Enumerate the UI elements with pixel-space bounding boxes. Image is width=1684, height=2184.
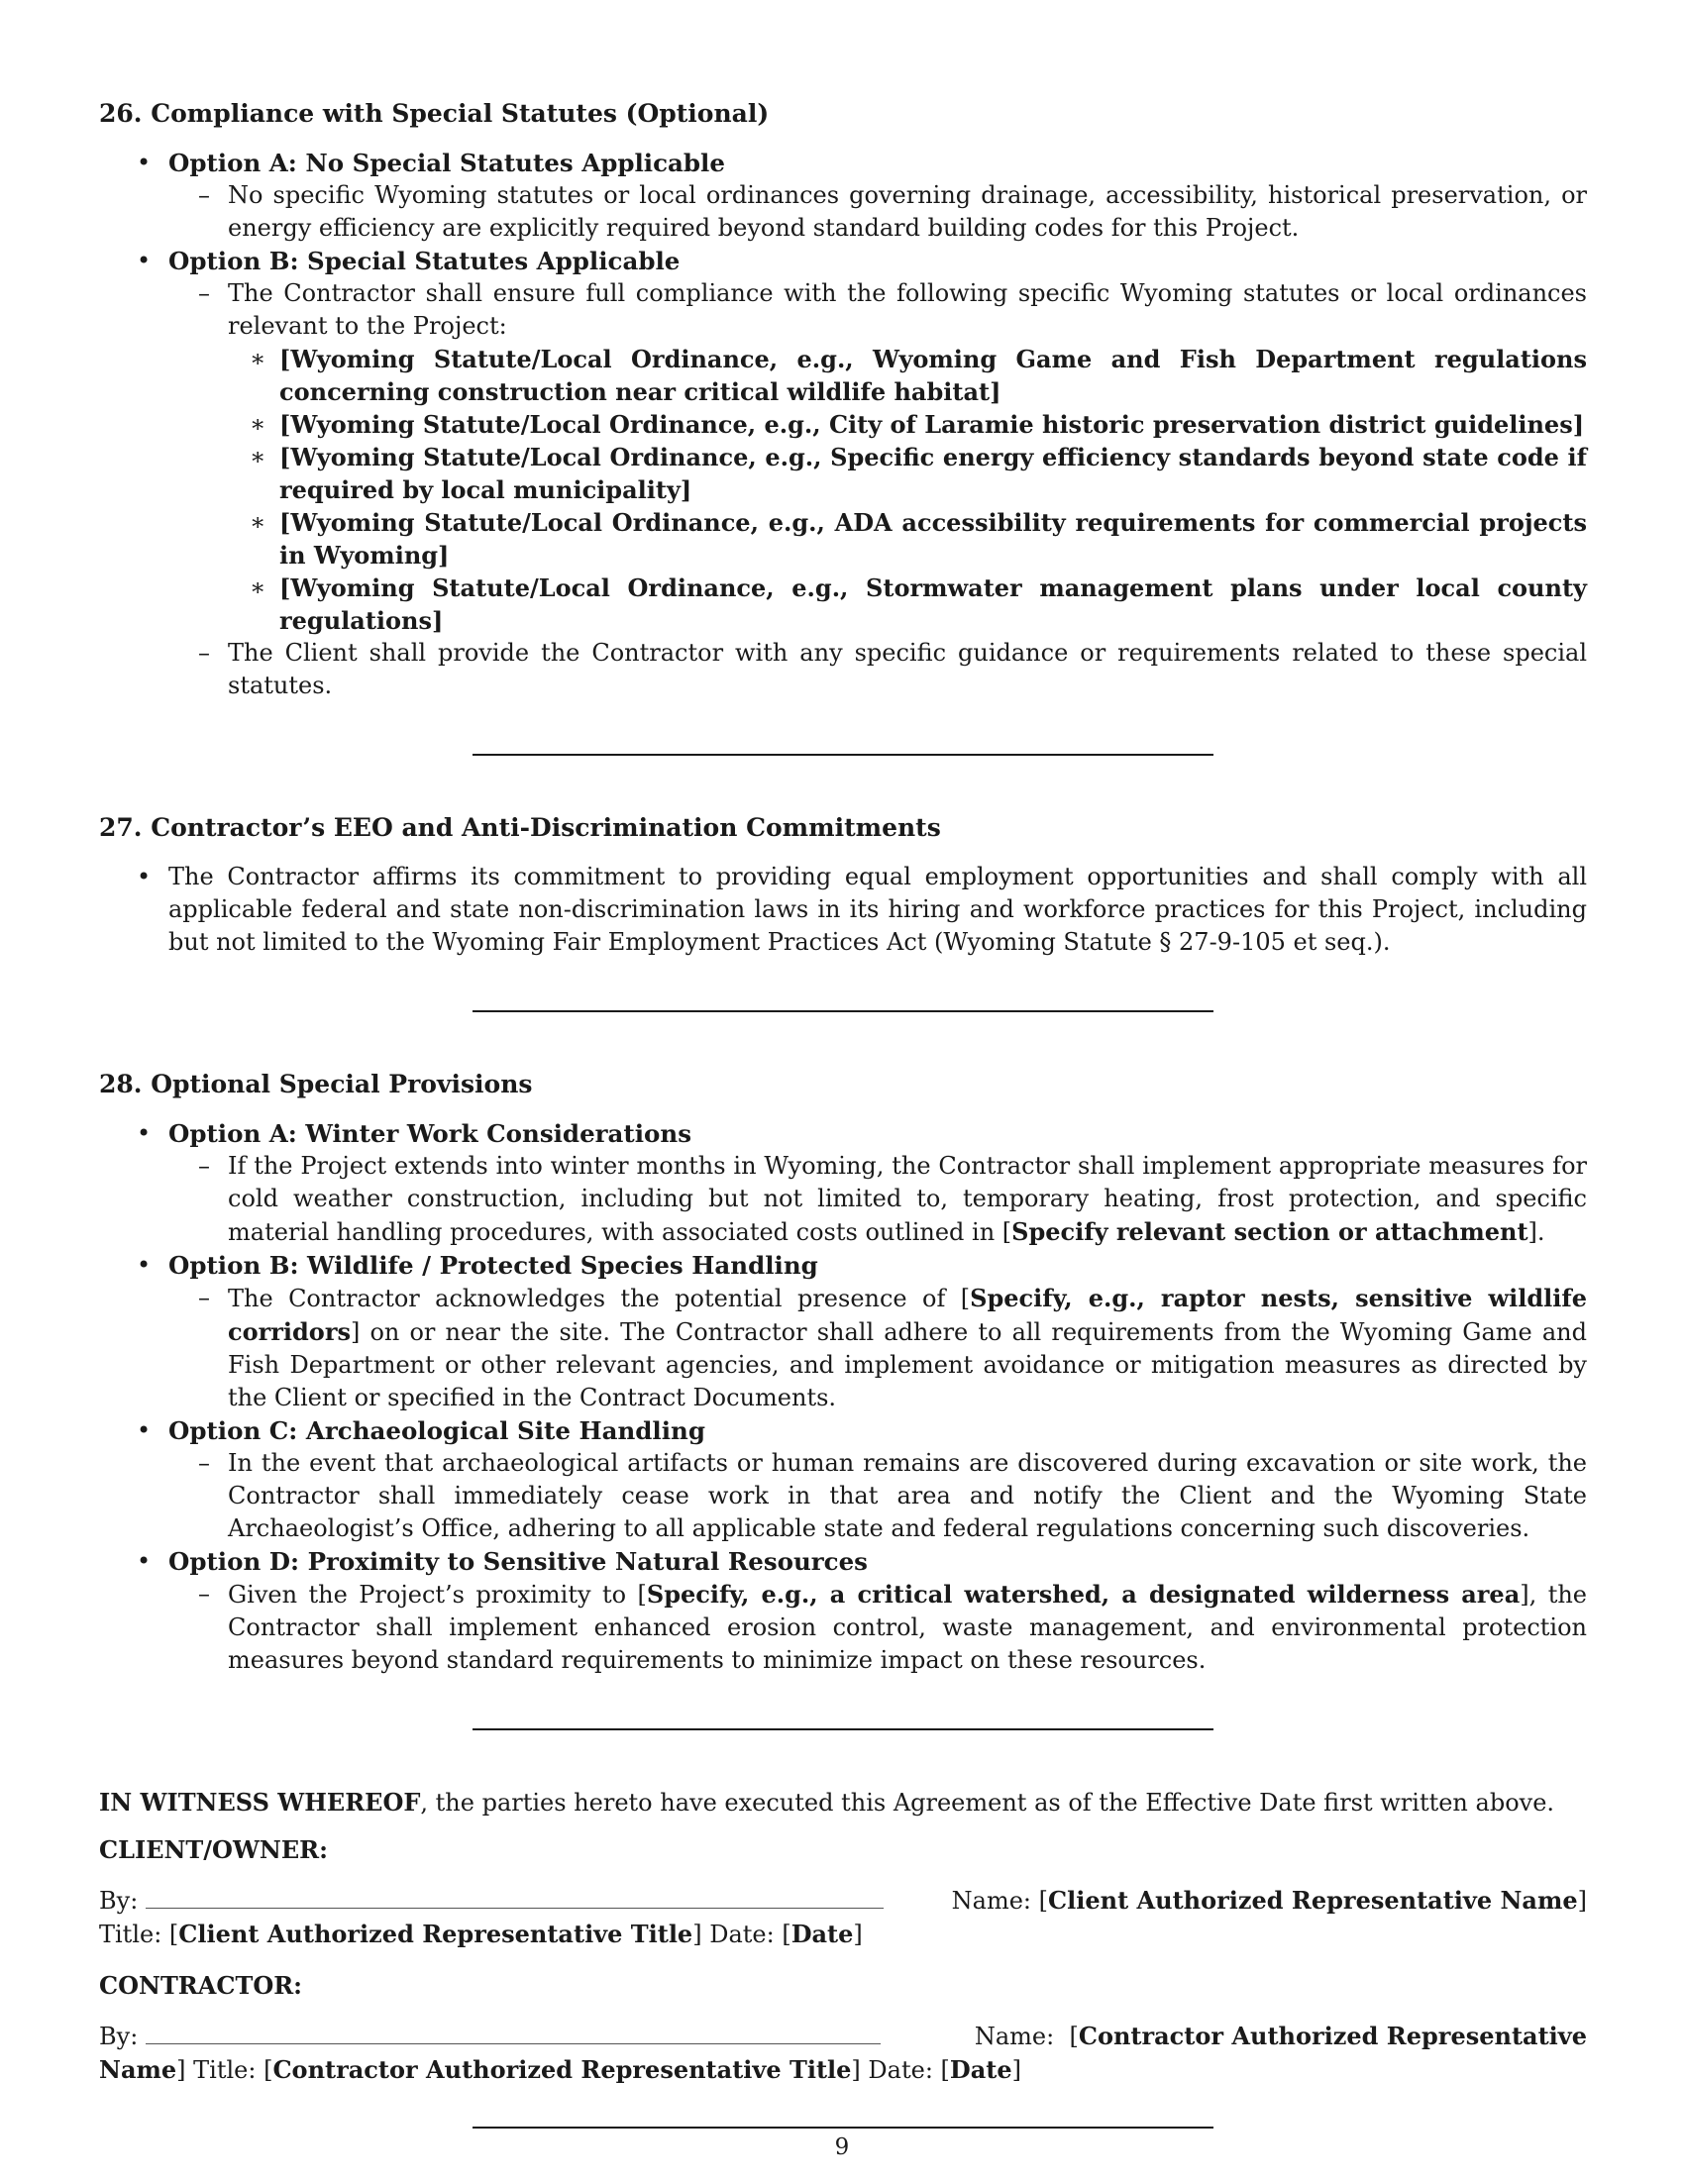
section-divider	[473, 2127, 1213, 2129]
s28-option-a-placeholder: Specify relevant section or attachment	[1011, 1217, 1528, 1246]
s26-option-b-intro	[168, 277, 1587, 637]
contractor-date-value: Date	[949, 2055, 1012, 2084]
s28-option-d-label: • Option D: Proximity to Sensitive Natural Resources	[168, 1547, 868, 1576]
client-date-value: Date	[790, 1920, 854, 1948]
witness-lead: IN WITNESS WHEREOF	[99, 1788, 421, 1817]
statute-item: ∗ [Wyoming Statute/Local Ordinance, e.g., Specific energy efficiency standards beyond state code if required by local municipality]	[228, 441, 1587, 506]
s28-option-b-label: • Option B: Wildlife / Protected Species Handling	[168, 1251, 818, 1280]
statute-list	[228, 343, 1587, 637]
contractor-signature-block: By: Name: [Contractor Authorized Representative Name] Title: [Contractor Authorized Representative Title] Date: [Date]	[99, 2022, 1587, 2084]
contractor-signature-line[interactable]	[146, 2024, 881, 2044]
s28-option-b	[99, 1249, 1587, 1414]
witness-rest: , the parties hereto have executed this Agreement as of the Effective Date first written above.	[420, 1789, 1555, 1817]
client-name-label: Name:	[951, 1887, 1032, 1915]
s28-option-b-text-post: ] on or near the site. The Contractor shall adhere to all requirements from the Wyoming Game and Fish Department or other relevant agencies, and implement avoidance or mitigation measures as directed by the Client or specified in the Contract Documents.	[228, 1318, 1587, 1411]
s28-option-b-placeholder: Specify, e.g., raptor nests, sensitive wildlife corridors	[228, 1284, 1587, 1346]
client-signature-block: By: Name: [Client Authorized Representative Name] Title: [Client Authorized Representative Title] Date: [Date]	[99, 1886, 1587, 1948]
s26-option-a-text: – No specific Wyoming statutes or local ordinances governing drainage, accessibility, historical preservation, or energy efficiency are explicitly required beyond standard building codes for this Project.	[168, 179, 1587, 245]
s26-option-a	[99, 147, 1587, 245]
section-divider	[473, 1010, 1213, 1012]
s28-option-c	[99, 1414, 1587, 1545]
client-date-label: Date:	[709, 1921, 775, 1948]
s26-option-b-label: • Option B: Special Statutes Applicable	[168, 247, 681, 275]
section-26-title: 26. Compliance with Special Statutes (Optional)	[99, 99, 770, 128]
client-title-label: Title:	[99, 1921, 162, 1948]
contractor-heading: CONTRACTOR:	[99, 1971, 303, 2000]
client-by-label: By:	[99, 1887, 139, 1915]
contractor-title-label: Title:	[193, 2056, 257, 2084]
s28-option-a-label: • Option A: Winter Work Considerations	[168, 1119, 692, 1148]
section-divider	[473, 1728, 1213, 1730]
page-number: 9	[834, 2134, 850, 2160]
witness-statement	[99, 1786, 1587, 1820]
section-26-options	[99, 147, 1587, 702]
page-content	[99, 97, 1587, 2184]
client-signature-line[interactable]	[146, 1888, 884, 1909]
contractor-title-value: Contractor Authorized Representative Title	[272, 2055, 852, 2084]
s26-option-b-closing: – The Client shall provide the Contractor with any specific guidance or requirements related to these special statutes.	[168, 637, 1587, 702]
s28-option-d-text-pre: Given the Project’s proximity to [	[228, 1581, 647, 1609]
s28-option-a-text	[168, 1150, 1587, 1249]
section-28-title: 28. Optional Special Provisions	[99, 1070, 533, 1098]
contractor-name-rest: Name	[99, 2055, 177, 2084]
statute-item: ∗ [Wyoming Statute/Local Ordinance, e.g., Stormwater management plans under local county regulations]	[228, 572, 1587, 637]
s28-option-c-label: • Option C: Archaeological Site Handling	[168, 1416, 705, 1445]
contractor-by-label: By:	[99, 2023, 139, 2050]
client-heading: CLIENT/OWNER:	[99, 1835, 328, 1864]
contractor-date-label: Date:	[868, 2056, 933, 2084]
statute-item: ∗ [Wyoming Statute/Local Ordinance, e.g., Wyoming Game and Fish Department regulations concerning construction near critical wildlife habitat]	[228, 343, 1587, 408]
s28-option-c-text: – In the event that archaeological artifacts or human remains are discovered during excavation or site work, the Contractor shall immediately cease work in that area and notify the Client and the Wyoming State Archaeologist’s Office, adhering to all applicable state and federal regulations concerning such discoveries.	[168, 1447, 1587, 1545]
s28-option-a	[99, 1117, 1587, 1249]
section-28-options	[99, 1117, 1587, 1677]
section-27-title: 27. Contractor’s EEO and Anti-Discrimination Commitments	[99, 813, 941, 842]
s28-option-d	[99, 1545, 1587, 1677]
section-27-list	[99, 861, 1587, 959]
s26-option-b-intro-text: The Contractor shall ensure full compliance with the following specific Wyoming statutes or local ordinances relevant to the Project:	[228, 279, 1587, 340]
statute-item: ∗ [Wyoming Statute/Local Ordinance, e.g., ADA accessibility requirements for commercial projects in Wyoming]	[228, 506, 1587, 572]
s28-option-d-placeholder: Specify, e.g., a critical watershed, a designated wilderness area	[646, 1580, 1521, 1609]
s27-text: • The Contractor affirms its commitment to providing equal employment opportunities and shall comply with all applicable federal and state non-discrimination laws in its hiring and workforce practices for this Project, including but not limited to the Wyoming Fair Employment Practices Act (Wyoming Statute § 27-9-105 et seq.).	[99, 861, 1587, 959]
contractor-name-label: Name:	[974, 2023, 1055, 2050]
section-divider	[473, 754, 1213, 756]
s26-option-b	[99, 245, 1587, 702]
client-name-value: Client Authorized Representative Name	[1048, 1886, 1578, 1915]
s28-option-d-text	[168, 1578, 1587, 1677]
s28-option-b-text-pre: The Contractor acknowledges the potential presence of [	[228, 1285, 971, 1312]
s28-option-a-text-post: ].	[1527, 1218, 1545, 1246]
statute-item: ∗ [Wyoming Statute/Local Ordinance, e.g., City of Laramie historic preservation district guidelines]	[228, 408, 1587, 441]
s28-option-d-text-post: ], the Contractor shall implement enhanced erosion control, waste management, and environmental protection measures beyond standard requirements to minimize impact on these resources.	[228, 1581, 1587, 1674]
contractor-name-first: Contractor Authorized Representative	[1078, 2022, 1587, 2050]
client-title-value: Client Authorized Representative Title	[178, 1920, 693, 1948]
s28-option-a-text-pre: If the Project extends into winter months in Wyoming, the Contractor shall implement appropriate measures for cold weather construction, including but not limited to, temporary heating, frost protection, and specific material handling procedures, with associated costs outlined in [	[228, 1152, 1587, 1246]
s28-option-b-text	[168, 1282, 1587, 1414]
s26-option-a-label: • Option A: No Special Statutes Applicable	[168, 149, 725, 177]
